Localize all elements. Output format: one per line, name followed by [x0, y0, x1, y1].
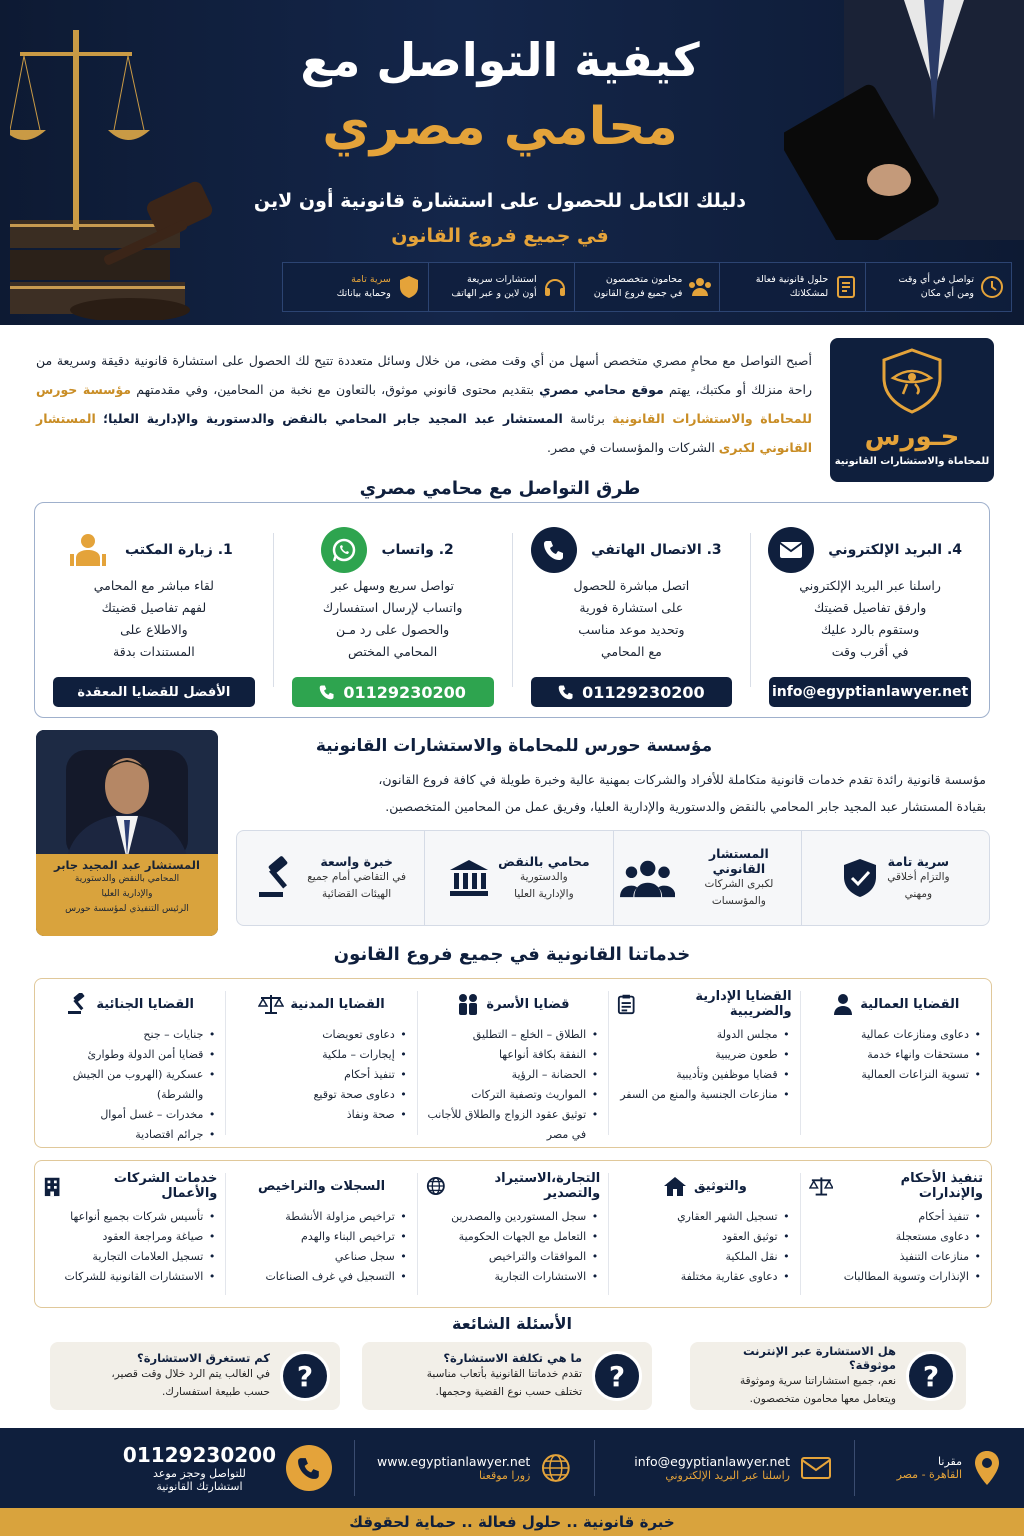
feature-solutions: حلول قانونية فعالة لمشكلاتك — [719, 263, 865, 311]
portrait-image — [36, 730, 218, 860]
logo-subtitle: للمحاماة والاستشارات القانونية — [834, 456, 990, 467]
services-row-1 — [34, 978, 992, 1148]
question-mark-icon: ? — [906, 1351, 956, 1401]
office-note-button[interactable]: الأفضل للقضايا المعقدة — [53, 677, 255, 707]
contact-methods — [34, 502, 990, 718]
contact-whatsapp: 2. واتساب تواصل سريع وسهل عبر واتساب لإرسال استفسارك والحصول على رد مـن المحامي المختص 01129230200 — [273, 533, 512, 687]
courthouse-icon — [448, 858, 490, 898]
hero-banner — [0, 0, 1024, 325]
faq-item-online[interactable]: ? هل الاستشارة عبر الإنترنت موثوقة؟ نعم، جميع استشاراتنا سرية وموثوقة ويتعامل معها محامون متخصصون. — [690, 1342, 966, 1410]
family-icon — [456, 993, 480, 1015]
footer — [0, 1428, 1024, 1508]
gavel-icon — [66, 993, 90, 1015]
worker-icon — [832, 993, 854, 1015]
highlight-cassation: محامي بالنقض والدستورية والإدارية العليا — [424, 831, 612, 925]
counselor-photo: المستشار عبد المجيد جابر المحامي بالنقض والدستورية والإدارية العليا الرئيس التنفيذي لمؤسسة حورس — [36, 730, 218, 936]
location-pin-icon — [972, 1449, 1002, 1487]
phone-icon — [531, 527, 577, 573]
headset-icon — [542, 274, 568, 300]
globe-icon — [426, 1175, 446, 1197]
mail-icon — [800, 1456, 832, 1480]
about-text: مؤسسة قانونية رائدة تقدم خدمات قانونية متكاملة للأفراد والشركات بمهنية عالية وخبرة طويلة في كافة فروع القانون، بقيادة المستشار عبد المجيد جابر المحامي بالنقض والدستورية والإدارية العليا، وفريق عمل من المحامين المتخصصين. — [378, 772, 986, 814]
faq-item-duration[interactable]: ? كم تستغرق الاستشارة؟ في الغالب يتم الرد خلال وقت قصير، حسب طبيعة استفسارك. — [50, 1342, 340, 1410]
globe-icon — [540, 1452, 572, 1484]
service-trade: التجارة،الاستيراد والتصدير • سجل المستوردين والمصدرين • التعامل مع الجهات الحكومية • الموافقات والتراخيص • الاستشارات التجارية — [417, 1173, 608, 1295]
highlight-confidentiality: سرية تامة والتزام أخلاقي ومهني — [801, 831, 989, 925]
eye-of-horus-shield-icon — [877, 346, 947, 416]
people-icon — [620, 858, 676, 898]
features-bar — [282, 262, 1012, 312]
phone-icon — [286, 1445, 332, 1491]
clipboard-icon — [617, 993, 635, 1015]
lawyer-with-tablet-illustration — [784, 0, 1024, 240]
horus-logo — [830, 338, 994, 482]
hero-subtitle: دليلك الكامل للحصول على استشارة قانونية أون لاين — [253, 190, 747, 212]
feature-anytime: تواصل في أي وقت ومن أي مكان — [865, 263, 1011, 311]
phone-call-button[interactable]: 01129230200 — [531, 677, 733, 707]
whatsapp-button[interactable]: 01129230200 — [292, 677, 494, 707]
shield-icon — [396, 274, 422, 300]
counselor-name: المستشار عبد المجيد جابر — [54, 858, 200, 872]
feature-quick: استشارات سريعة أون لاين و عبر الهاتف — [428, 263, 574, 311]
footer-email[interactable]: info@egyptianlawyer.net راسلنا عبر البريد الإلكتروني — [594, 1440, 854, 1496]
title-line-2: محامي مصري — [322, 97, 678, 157]
service-labor: القضايا العمالية • دعاوى ومنازعات عمالية • مستحقات وانهاء خدمة • تسوية النزاعات العمالية — [800, 991, 991, 1135]
group-icon — [687, 274, 713, 300]
house-icon — [662, 1175, 688, 1197]
scales-of-justice-illustration — [10, 20, 260, 320]
footer-location: مقرنا القاهرة - مصر — [854, 1440, 1024, 1496]
question-mark-icon: ? — [280, 1351, 330, 1401]
phone-icon — [558, 684, 574, 700]
footer-phone[interactable]: 01129230200 للتواصل وحجز موعد استشارتك القانونية — [0, 1440, 354, 1496]
mail-icon — [768, 527, 814, 573]
about-title: مؤسسة حورس للمحاماة والاستشارات القانونية — [315, 736, 713, 756]
faq-title: الأسئلة الشائعة — [452, 1314, 572, 1333]
hero-subtitle-2: في جميع فروع القانون — [391, 225, 609, 247]
contact-email: 4. البريد الإلكتروني راسلنا عبر البريد الإلكتروني وارفق تفاصيل قضيتك وستقوم بالرد عليك في أقرب وقت info@egyptianlawyer.net — [750, 533, 989, 687]
feature-privacy: سرية تامة وحماية بياناتك — [283, 263, 428, 311]
question-mark-icon: ? — [592, 1351, 642, 1401]
service-administrative: القضايا الإدارية والضريبية • مجلس الدولة • طعون ضريبية • قضايا موظفين وتأديبية • منازعات الجنسية والمنع من السفر — [608, 991, 799, 1135]
feature-specialists: محامون متخصصون في جميع فروع القانون — [574, 263, 720, 311]
tagline-bar: خبرة قانونية .. حلول فعالة .. حماية لحقوقك — [0, 1508, 1024, 1536]
service-licenses: السجلات والتراخيص • تراخيص مزاولة الأنشطة • تراخيص البناء والهدم • سجل صناعي • التسجيل في غرف الصناعات — [225, 1173, 416, 1295]
service-civil: القضايا المدنية • دعاوى تعويضات • إيجارات – ملكية • تنفيذ أحكام • دعاوى صحة توقيع • صحة ونفاذ — [225, 991, 416, 1135]
building-icon — [43, 1175, 61, 1197]
highlight-experience: خبرة واسعة في التقاضي أمام جميع الهيئات القضائية — [237, 831, 424, 925]
page-title — [230, 28, 770, 162]
clock-icon — [979, 274, 1005, 300]
services-row-2 — [34, 1160, 992, 1308]
title-line-1: كيفية التواصل مع — [300, 33, 700, 87]
scales-icon — [809, 1175, 834, 1197]
faq-item-cost[interactable]: ? ما هي تكلفة الاستشارة؟ تقدم خدماتنا القانونية بأتعاب مناسبة تختلف حسب نوع القضية وحجمها. — [362, 1342, 652, 1410]
checklist-icon — [833, 274, 859, 300]
service-criminal: القضايا الجنائية • جنايات – جنح • قضايا أمن الدولة وطوارئ • عسكرية (الهروب من الجيش والشرطة) • مخدرات – غسل أموال • جرائم اقتصادية — [35, 991, 225, 1135]
service-family: قضايا الأسرة • الطلاق – الخلع – التطليق • النفقة بكافة أنواعها • الحضانة – الرؤية • المواريث وتصفية التركات • توثيق عقود الزواج والطلاق للأجانب في مصر — [417, 991, 608, 1135]
highlight-corporate-counsel: المستشار القانوني لكبرى الشركات والمؤسسات — [613, 831, 801, 925]
gavel-icon — [255, 856, 299, 900]
phone-icon — [319, 684, 335, 700]
intro-paragraph: أصبح التواصل مع محامٍ مصري متخصص أسهل من أي وقت مضى، من خلال وسائل متعددة تتيح لك الحصول على استشارة قانونية دقيقة وسريعة من راحة منزلك أو مكتبك، يهتم موقع محامي مصري بتقديم محتوى قانوني موثوق، بالتعاون مع نخبة من المحامين، وفي مقدمتهم مؤسسة حورس للمحاماة والاستشارات القانونية برئاسة المستشار عبد المجيد جابر المحامي بالنقض والدستورية والإدارية العليا؛ المستشار القانوني لكبرى الشركات والمؤسسات في مصر. — [36, 353, 812, 455]
contact-office: 1. زيارة المكتب لقاء مباشر مع المحامي لفهم تفاصيل قضيتك والاطلاع على المستندات بدقة الأفضل للقضايا المعقدة — [35, 533, 273, 687]
office-visit-icon — [65, 527, 111, 573]
shield-check-icon — [841, 857, 879, 899]
service-notarization: والتوثيق • تسجيل الشهر العقاري • توثيق العقود • نقل الملكية • دعاوى عقارية مختلفة — [608, 1173, 799, 1295]
about-highlights — [236, 830, 990, 926]
service-enforcement: تنفيذ الأحكام والإندارات • تنفيذ أحكام • دعاوى مستعجلة • منازعات التنفيذ • الإنذارات وتسوية المطالبات — [800, 1173, 991, 1295]
contact-phone: 3. الاتصال الهاتفي اتصل مباشرة للحصول على استشارة فورية وتحديد موعد مناسب مع المحامي 01129230200 — [512, 533, 751, 687]
services-title: خدماتنا القانونية في جميع فروع القانون — [333, 944, 691, 965]
scales-icon — [258, 993, 284, 1015]
service-corporate: خدمات الشركات والأعمال • تأسيس شركات بجميع أنواعها • صياغة ومراجعة العقود • تسجيل العلامات التجارية • الاستشارات القانونية للشركات — [35, 1173, 225, 1295]
contact-section-title: طرق التواصل مع محامي مصري — [300, 478, 700, 499]
logo-name: حـورس — [864, 422, 960, 452]
footer-website[interactable]: www.egyptianlawyer.net زورا موقعنا — [354, 1440, 594, 1496]
email-button[interactable]: info@egyptianlawyer.net — [769, 677, 971, 707]
whatsapp-icon — [321, 527, 367, 573]
